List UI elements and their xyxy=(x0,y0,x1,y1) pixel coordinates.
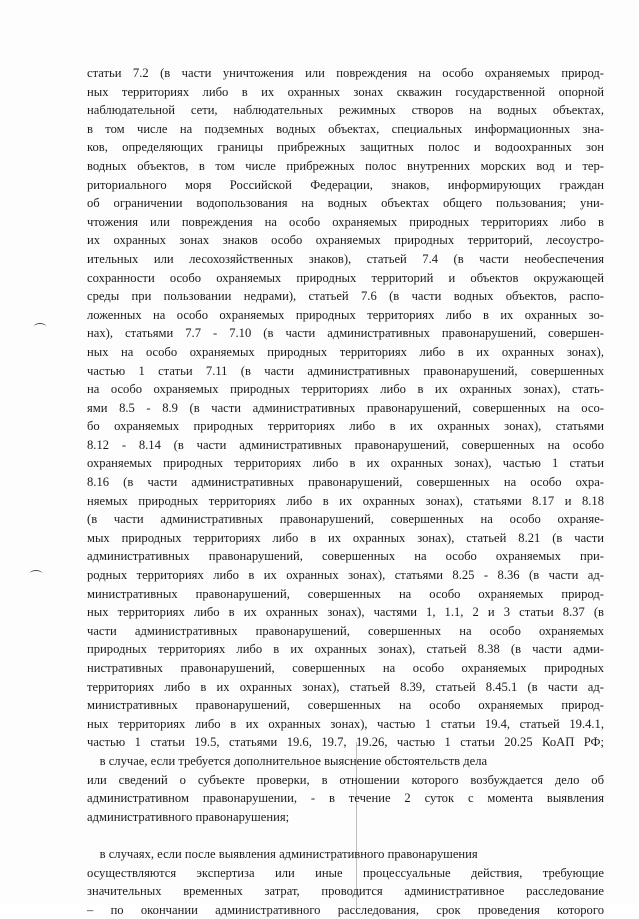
text-line: их охранных зонах знаков особо охраняемых природных территорий, лесоустро- xyxy=(87,233,604,248)
text-line: или сведений о субъекте проверки, в отношении которого возбуждается дело об xyxy=(87,772,604,787)
text-line: административного правонарушения; xyxy=(87,809,290,824)
text-line: министративных правонарушений, совершенных на особо охраняемых природ- xyxy=(87,698,604,713)
text-line: ных территориях либо в их охранных зонах), частями 1, 1.1, 2 и 3 статьи 8.37 (в xyxy=(87,605,604,620)
text-line: 8.12 - 8.14 (в части административных правонарушений, совершенных на особо xyxy=(87,437,604,452)
text-line: родных территориях либо в их охранных зонах), статьями 8.25 - 8.36 (в части ад- xyxy=(87,568,604,583)
text-line: ями 8.5 - 8.9 (в части административных правонарушений, совершенных на осо- xyxy=(87,400,604,415)
text-line: части административных правонарушений, совершенных на особо охраняемых xyxy=(87,623,604,638)
text-line: ных территориях либо в их охранных зонах), частью 1 статьи 19.4, статьей 19.4.1, xyxy=(87,716,604,731)
text-line: в случаях, если после выявления административного правонарушения xyxy=(87,846,478,861)
text-line: водных объектов, в том числе прибрежных полос внутренних морских вод и тер- xyxy=(87,158,604,173)
text-line: – по окончании административного расследования, срок проведения которого xyxy=(87,902,604,917)
text-line: 8.16 (в части административных правонарушений, совершенных на особо охра- xyxy=(87,475,604,490)
text-line: ков, определяющих границы прибрежных защитных полос и водоохранных зон xyxy=(87,140,604,155)
text-line: наблюдательной сети, наблюдательных режимных створов на водных объектах, xyxy=(87,103,604,118)
text-line: статьи 7.2 (в части уничтожения или повреждения на особо охраняемых природ- xyxy=(87,66,604,80)
text-line: в случае, если требуется дополнительное выяснение обстоятельств дела xyxy=(87,753,488,768)
text-line: нах), статьями 7.7 - 7.10 (в части административных правонарушений, совершен- xyxy=(87,326,604,341)
text-line: среды при пользовании недрами), статьей 7.6 (в части водных объектов, распо- xyxy=(87,289,604,304)
text-line: чтожения или повреждения на особо охраняемых природных территориях либо в xyxy=(87,214,604,229)
text-line: административных правонарушений, совершенных на особо охраняемых при- xyxy=(87,549,604,564)
scan-margin-mark-lower xyxy=(30,570,42,577)
text-line: охраняемых природных территориях либо в их охранных зонах), частью 1 статьи xyxy=(87,456,604,471)
text-line: ительных или лесохозяйственных знаков), статьей 7.4 (в части необеспечения xyxy=(87,251,604,266)
text-line: административном правонарушении, - в течение 2 суток с момента выявления xyxy=(87,791,604,806)
text-line: осуществляются экспертиза или иные процессуальные действия, требующие xyxy=(87,865,604,880)
text-line: ных на особо охраняемых природных территориях либо в их охранных зонах), xyxy=(87,344,604,359)
text-line: сохранности особо охраняемых природных территорий и объектов окружающей xyxy=(87,270,604,285)
text-line: природных территориях либо в их охранных зонах), статьей 8.38 (в части адми- xyxy=(87,642,604,657)
text-line: частью 1 статьи 7.11 (в части административных правонарушений, совершенных xyxy=(87,363,604,378)
text-line: нистративных правонарушений, совершенных на особо охраняемых природных xyxy=(87,661,604,675)
text-line: бо охраняемых природных территориях либо в их охранных зонах), статьями xyxy=(87,419,604,434)
blank-line xyxy=(87,826,604,845)
text-line: территориях либо в их охранных зонах), статьей 8.39, статьей 8.45.1 (в части ад- xyxy=(87,679,604,694)
document-body xyxy=(87,64,604,919)
text-line: ложенных на особо охраняемых природных территориях либо в их охранных зо- xyxy=(87,307,604,322)
text-line: частью 1 статьи 19.5, статьями 19.6, 19.7, 19.26, частью 1 статьи 20.25 КоАП РФ; xyxy=(87,735,604,750)
text-line: риториального моря Российской Федерации, знаков, информирующих граждан xyxy=(87,177,604,192)
text-line: об ограничении водопользования на водных объектах общего пользования; уни- xyxy=(87,196,604,211)
text-line: значительных временных затрат, проводится административное расследование xyxy=(87,884,604,899)
text-line: (в части административных правонарушений, совершенных на особо охраняе- xyxy=(87,512,604,527)
scan-margin-mark-upper xyxy=(34,323,46,330)
text-line: мых природных территориях либо в их охранных зонах), статьей 8.21 (в части xyxy=(87,530,604,545)
text-line: няемых природных территориях либо в их охранных зонах), статьями 8.17 и 8.18 xyxy=(87,493,604,508)
text-line: министративных правонарушений, совершенных на особо охраняемых природ- xyxy=(87,586,604,601)
text-line: ных территориях либо в их охранных зонах скважин государственной опорной xyxy=(87,84,604,99)
text-line: на особо охраняемых природных территориях либо в их охранных зонах), стать- xyxy=(87,382,604,397)
text-line: в том числе на подземных водных объектах, специальных информационных зна- xyxy=(87,121,604,136)
